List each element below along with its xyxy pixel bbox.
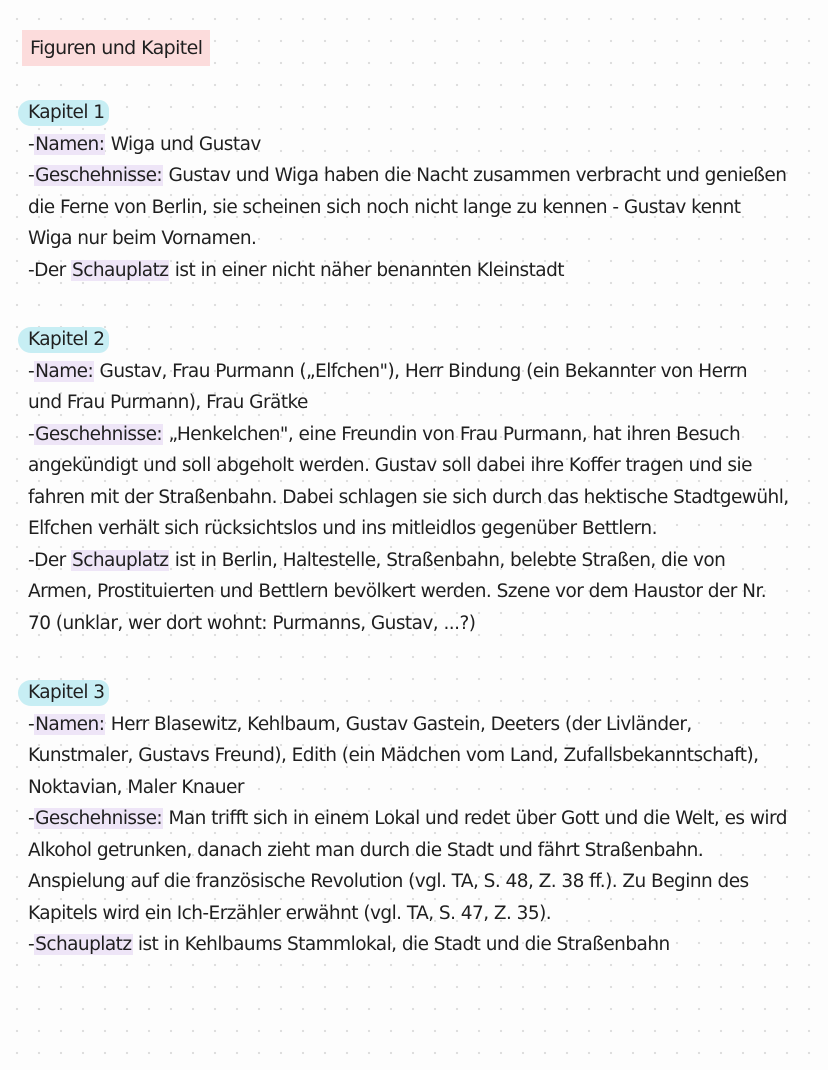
line-text: Kapitels wird ein Ich-Erzähler erwähnt (vgl. TA, S. 47, Z. 35). [28, 902, 552, 924]
chapter-3-section [28, 677, 808, 961]
highlighted-label: Geschehnisse: [35, 808, 163, 829]
highlighted-label: Geschehnisse: [35, 423, 163, 445]
line-text: ist in Kehlbaums Stammlokal, die Stadt und die Straßenbahn [132, 934, 670, 955]
chapter-1-section [28, 97, 808, 286]
text-line [28, 356, 808, 388]
line-text: Alkohol getrunken, danach zieht man durch die Stadt und fährt Straßenbahn. [28, 839, 704, 861]
line-text: ist in einer nicht näher benannten Kleinstadt [169, 259, 564, 281]
line-text: Gustav und Wiga haben die Nacht zusammen verbracht und genießen [163, 165, 787, 186]
chapter-heading-line [28, 677, 808, 709]
line-text: Man trifft sich in einem Lokal und redet über Gott und die Welt, es wird [163, 808, 787, 829]
line-text: Wiga nur beim Vornamen. [28, 228, 257, 249]
line-text: die Ferne von Berlin, sie scheinen sich noch nicht lange zu kennen - Gustav kennt [28, 196, 741, 218]
highlighted-label: Geschehnisse: [35, 165, 163, 186]
line-prefix: -Der [28, 259, 72, 281]
line-prefix: -Der [28, 549, 72, 571]
chapter-heading-line [28, 324, 808, 356]
text-line [28, 898, 808, 930]
line-text: Noktavian, Maler Knauer [28, 776, 244, 798]
line-prefix: - [28, 934, 35, 955]
text-line [28, 576, 808, 608]
text-line [28, 803, 808, 835]
text-line [28, 450, 808, 482]
text-line [28, 192, 808, 224]
text-line [28, 545, 808, 577]
chapter-2-section [28, 324, 808, 639]
highlighted-label: Schauplatz [72, 549, 169, 571]
line-prefix: - [28, 165, 35, 186]
chapter-heading [28, 324, 105, 356]
text-line [28, 835, 808, 867]
line-text: ist in Berlin, Haltestelle, Straßenbahn, belebte Straßen, die von [169, 549, 726, 571]
text-line [28, 929, 808, 961]
line-prefix: - [28, 133, 35, 155]
line-text: Anspielung auf die französische Revolution (vgl. TA, S. 48, Z. 38 ff.). Zu Beginn des [28, 871, 749, 892]
line-prefix: - [28, 713, 35, 735]
text-line [28, 160, 808, 192]
page-title: Figuren und Kapitel [22, 30, 210, 66]
line-prefix: - [28, 360, 35, 382]
highlighted-label: Name: [35, 360, 94, 382]
line-text: Elfchen verhält sich rücksichtslos und ins mitleidlos gegenüber Bettlern. [28, 518, 657, 539]
line-text: Wiga und Gustav [105, 133, 261, 155]
line-text: Armen, Prostituierten und Bettlern bevölkert werden. Szene vor dem Haustor der Nr. [28, 581, 767, 602]
text-line [28, 608, 808, 640]
text-line [28, 772, 808, 804]
text-line [28, 740, 808, 772]
chapter-heading [28, 677, 105, 709]
text-line [28, 129, 808, 161]
line-text: Kunstmaler, Gustavs Freund), Edith (ein Mädchen vom Land, Zufallsbekanntschaft), [28, 745, 759, 766]
highlighted-label: Namen: [35, 133, 105, 155]
chapter-heading-text: Kapitel 1 [28, 102, 105, 123]
line-text: fahren mit der Straßenbahn. Dabei schlagen sie sich durch das hektische Stadtgewühl, [28, 486, 789, 508]
text-line [28, 223, 808, 255]
text-line [28, 255, 808, 287]
line-text: Gustav, Frau Purmann („Elfchen"), Herr Bindung (ein Bekannter von Herrn [94, 360, 748, 382]
highlighted-label: Namen: [35, 713, 105, 735]
highlighted-label: Schauplatz [35, 934, 132, 955]
line-text: Herr Blasewitz, Kehlbaum, Gustav Gastein, Deeters (der Livländer, [105, 713, 692, 735]
line-prefix: - [28, 423, 35, 445]
text-line [28, 513, 808, 545]
text-line [28, 419, 808, 451]
text-line [28, 482, 808, 514]
line-text: 70 (unklar, wer dort wohnt: Purmanns, Gustav, ...?) [28, 612, 476, 634]
text-line [28, 709, 808, 741]
text-line [28, 866, 808, 898]
chapter-heading-text: Kapitel 3 [28, 682, 105, 703]
highlighted-label: Schauplatz [72, 259, 169, 281]
chapter-heading-text: Kapitel 2 [28, 329, 105, 350]
text-line [28, 387, 808, 419]
line-text: „Henkelchen", eine Freundin von Frau Purmann, hat ihren Besuch [163, 423, 741, 445]
chapter-heading [28, 97, 105, 129]
line-text: angekündigt und soll abgeholt werden. Gustav soll dabei ihre Koffer tragen und sie [28, 455, 752, 476]
line-prefix: - [28, 808, 35, 829]
chapter-heading-line [28, 97, 808, 129]
line-text: und Frau Purmann), Frau Grätke [28, 392, 308, 413]
